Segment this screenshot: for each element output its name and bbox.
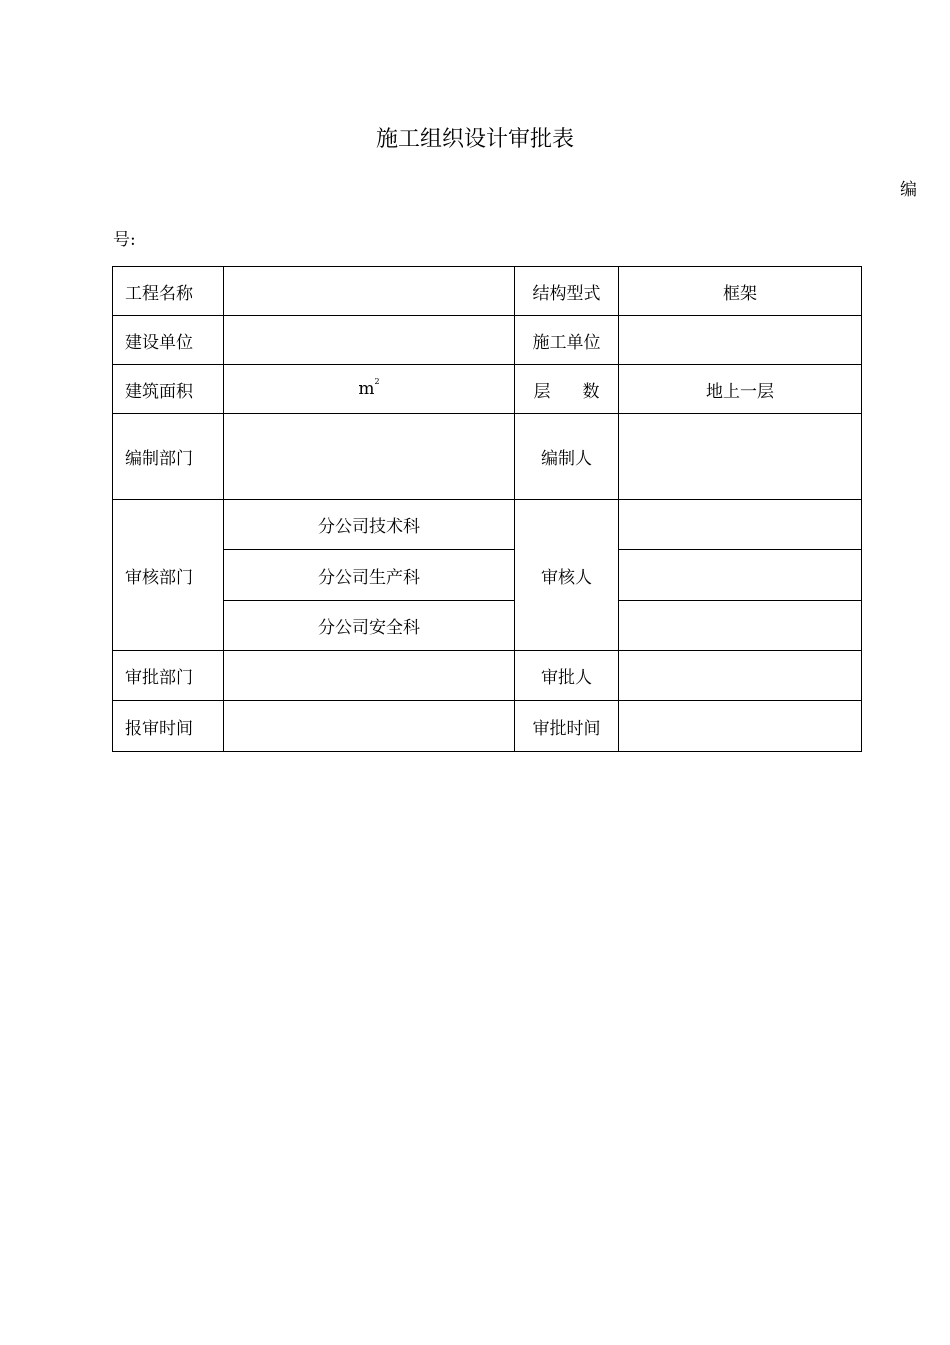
project-name-field[interactable] xyxy=(224,267,515,316)
row-times xyxy=(113,701,862,752)
row-review-1 xyxy=(113,500,862,550)
review-dept-label: 审核部门 xyxy=(113,500,224,651)
floors-label-part1: 层 xyxy=(533,381,551,402)
row-compile-dept xyxy=(113,414,862,500)
compiler-label: 编制人 xyxy=(515,414,619,500)
structure-type-field[interactable]: 框架 xyxy=(619,267,862,316)
compiler-field[interactable] xyxy=(619,414,862,500)
building-area-field[interactable] xyxy=(224,365,515,414)
row-construction-unit xyxy=(113,316,862,365)
reviewer-label: 审核人 xyxy=(515,500,619,651)
area-unit-superscript: 2 xyxy=(374,377,380,386)
submit-time-label: 报审时间 xyxy=(113,701,224,752)
row-project-name xyxy=(113,267,862,316)
construction-unit-field[interactable] xyxy=(224,316,515,365)
review-subdept-tech: 分公司技术科 xyxy=(224,500,515,550)
row-review-3 xyxy=(113,601,862,651)
floors-label xyxy=(515,365,619,414)
builder-unit-field[interactable] xyxy=(619,316,862,365)
project-name-label: 工程名称 xyxy=(113,267,224,316)
approver-label: 审批人 xyxy=(515,651,619,701)
reviewer-field-safety[interactable] xyxy=(619,601,862,651)
review-subdept-safety: 分公司安全科 xyxy=(224,601,515,651)
review-subdept-production: 分公司生产科 xyxy=(224,550,515,601)
reviewer-field-tech[interactable] xyxy=(619,500,862,550)
building-area-label: 建筑面积 xyxy=(113,365,224,414)
builder-unit-label: 施工单位 xyxy=(515,316,619,365)
construction-unit-label: 建设单位 xyxy=(113,316,224,365)
approve-time-label: 审批时间 xyxy=(515,701,619,752)
approve-dept-label: 审批部门 xyxy=(113,651,224,701)
code-label-part2: 号: xyxy=(113,230,136,250)
floors-label-part2: 数 xyxy=(582,381,600,402)
compile-dept-field[interactable] xyxy=(224,414,515,500)
structure-type-label: 结构型式 xyxy=(515,267,619,316)
compile-dept-label: 编制部门 xyxy=(113,414,224,500)
row-review-2 xyxy=(113,550,862,601)
submit-time-field[interactable] xyxy=(224,701,515,752)
row-approve-dept xyxy=(113,651,862,701)
approval-form-table xyxy=(112,266,862,752)
code-label-part1: 编 xyxy=(900,180,917,200)
area-unit: m xyxy=(358,379,375,399)
row-building-area xyxy=(113,365,862,414)
reviewer-field-production[interactable] xyxy=(619,550,862,601)
approve-time-field[interactable] xyxy=(619,701,862,752)
approve-dept-field[interactable] xyxy=(224,651,515,701)
floors-field[interactable]: 地上一层 xyxy=(619,365,862,414)
form-title: 施工组织设计审批表 xyxy=(375,127,574,152)
approver-field[interactable] xyxy=(619,651,862,701)
